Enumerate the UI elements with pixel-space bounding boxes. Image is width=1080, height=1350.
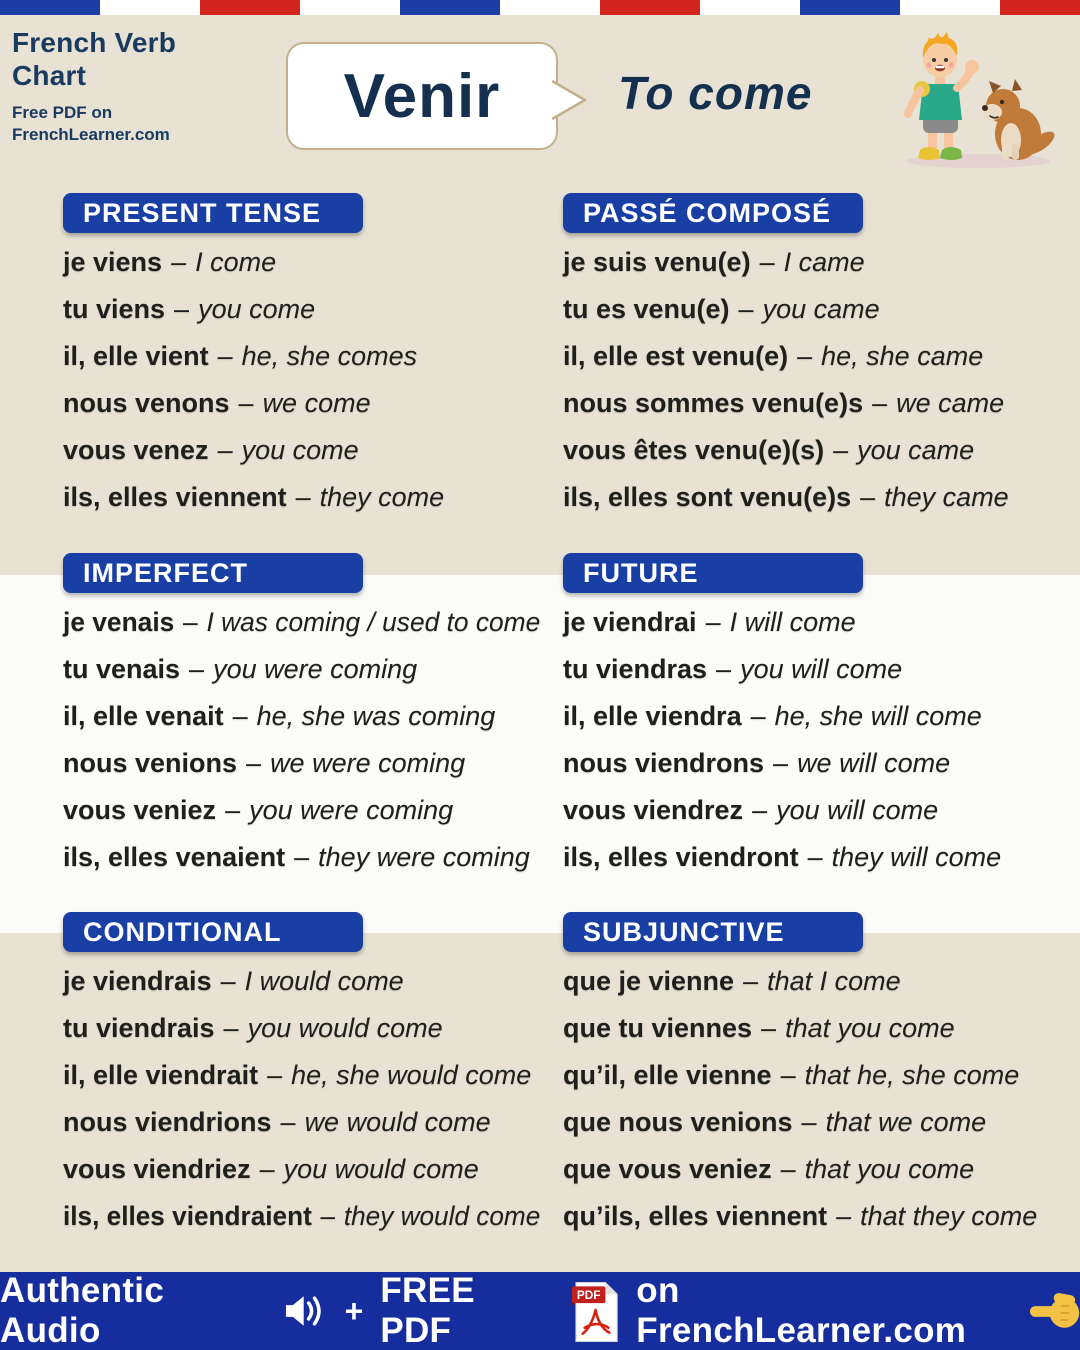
- dash-separator: –: [232, 701, 248, 731]
- french-text: que je vienne: [563, 966, 735, 996]
- pdf-file-icon: [568, 1278, 621, 1344]
- conjugation-row: [63, 1005, 540, 1052]
- boy-and-dog-illustration: [890, 30, 1068, 172]
- verb-title: Venir: [343, 61, 501, 131]
- english-translation: you came: [857, 435, 975, 465]
- dash-separator: –: [320, 1201, 336, 1231]
- brand-block: [12, 26, 176, 146]
- brand-title-line2: Chart: [12, 60, 87, 92]
- english-translation: you were coming: [213, 654, 418, 684]
- verb-speech-bubble: [286, 42, 558, 150]
- dash-separator: –: [295, 482, 311, 512]
- brand-subtitle-line2: FrenchLearner.com: [12, 125, 170, 145]
- french-text: tu viendrais: [63, 1013, 215, 1043]
- dash-separator: –: [171, 247, 187, 277]
- dash-separator: –: [807, 842, 823, 872]
- dash-separator: –: [280, 1107, 296, 1137]
- dash-separator: –: [759, 247, 775, 277]
- conjugation-row: [563, 474, 1080, 521]
- french-text: ils, elles viennent: [63, 482, 287, 512]
- tense-heading: PASSÉ COMPOSÉ: [563, 193, 863, 233]
- english-translation: I came: [783, 247, 865, 277]
- dash-separator: –: [238, 388, 254, 418]
- footer-bar: [0, 1272, 1080, 1350]
- verb-translation: To come: [618, 67, 813, 119]
- english-translation: we came: [896, 388, 1005, 418]
- french-text: que nous venions: [563, 1107, 793, 1137]
- french-text: ils, elles viendraient: [63, 1201, 312, 1231]
- speech-bubble-pointer-icon: [552, 78, 590, 124]
- english-translation: you were coming: [249, 795, 454, 825]
- english-translation: I come: [195, 247, 277, 277]
- conjugation-rows: [563, 958, 1080, 1240]
- english-translation: he, she would come: [291, 1060, 532, 1090]
- english-translation: that I come: [767, 966, 901, 996]
- site-label: on FrenchLearner.com: [636, 1271, 967, 1350]
- conjugation-row: [63, 740, 540, 787]
- french-text: ils, elles venaient: [63, 842, 286, 872]
- dash-separator: –: [780, 1060, 796, 1090]
- dash-separator: –: [259, 1154, 275, 1184]
- conjugation-row: [563, 740, 1080, 787]
- conjugation-row: [563, 1099, 1080, 1146]
- french-text: je viendrai: [563, 607, 697, 637]
- english-translation: I will come: [729, 607, 856, 637]
- conjugation-row: [63, 380, 540, 427]
- french-text: nous venons: [63, 388, 230, 418]
- dash-separator: –: [220, 966, 236, 996]
- section-imperfect: [63, 553, 540, 881]
- conjugation-row: [63, 1052, 540, 1099]
- section-present-tense: [63, 193, 540, 521]
- dash-separator: –: [761, 1013, 777, 1043]
- conjugation-row: [63, 834, 540, 881]
- conjugation-row: [563, 958, 1080, 1005]
- french-text: vous viendriez: [63, 1154, 251, 1184]
- english-translation: that they come: [860, 1201, 1038, 1231]
- french-text: que tu viennes: [563, 1013, 753, 1043]
- conjugation-row: [63, 474, 540, 521]
- dash-separator: –: [743, 966, 759, 996]
- conjugation-row: [563, 1005, 1080, 1052]
- conjugation-row: [563, 1052, 1080, 1099]
- english-translation: he, she comes: [241, 341, 418, 371]
- french-text: ils, elles viendront: [563, 842, 799, 872]
- dash-separator: –: [189, 654, 205, 684]
- dash-separator: –: [225, 795, 241, 825]
- english-translation: they would come: [343, 1201, 541, 1231]
- french-text: nous sommes venu(e)s: [563, 388, 864, 418]
- dash-separator: –: [183, 607, 198, 637]
- conjugation-row: [563, 239, 1080, 286]
- conjugation-row: [563, 834, 1080, 881]
- conjugation-rows: [563, 239, 1080, 521]
- conjugation-row: [63, 239, 540, 286]
- conjugation-row: [563, 380, 1080, 427]
- french-text: vous viendrez: [563, 795, 744, 825]
- conjugation-row: [63, 646, 540, 693]
- conjugation-rows: [63, 239, 540, 521]
- pdf-badge-text: PDF: [576, 1288, 601, 1303]
- french-text: vous veniez: [63, 795, 217, 825]
- conjugation-rows: [63, 958, 540, 1240]
- french-text: que vous veniez: [563, 1154, 772, 1184]
- french-text: nous venions: [63, 748, 238, 778]
- french-text: ils, elles sont venu(e)s: [563, 482, 852, 512]
- plus-sign: +: [344, 1292, 364, 1329]
- dash-separator: –: [797, 341, 813, 371]
- dash-separator: –: [752, 795, 768, 825]
- french-text: il, elle est venu(e): [563, 341, 789, 371]
- conjugation-row: [563, 599, 1080, 646]
- conjugation-row: [63, 787, 540, 834]
- tense-heading: CONDITIONAL: [63, 912, 363, 952]
- conjugation-rows: [63, 599, 540, 881]
- dash-separator: –: [801, 1107, 817, 1137]
- conjugation-row: [63, 693, 540, 740]
- tense-heading: SUBJUNCTIVE: [563, 912, 863, 952]
- conjugation-row: [63, 1099, 540, 1146]
- french-text: je viens: [63, 247, 163, 277]
- french-text: tu viendras: [563, 654, 708, 684]
- french-text: nous viendrions: [63, 1107, 272, 1137]
- section-future: [563, 553, 1080, 881]
- french-text: tu es venu(e): [563, 294, 730, 324]
- section-conditional: [63, 912, 540, 1240]
- english-translation: we were coming: [270, 748, 466, 778]
- english-translation: he, she came: [821, 341, 984, 371]
- english-translation: you came: [762, 294, 880, 324]
- conjugation-row: [63, 333, 540, 380]
- conjugation-row: [563, 427, 1080, 474]
- audio-label: Authentic Audio: [0, 1271, 165, 1350]
- brand-subtitle-line1: Free PDF on: [12, 103, 113, 123]
- french-text: vous êtes venu(e)(s): [563, 435, 825, 465]
- section-subjunctive: [563, 912, 1080, 1240]
- conjugation-row: [563, 693, 1080, 740]
- english-translation: I would come: [244, 966, 404, 996]
- english-translation: we would come: [304, 1107, 491, 1137]
- conjugation-row: [563, 787, 1080, 834]
- english-translation: I was coming / used to come: [206, 607, 541, 637]
- english-translation: they will come: [831, 842, 1002, 872]
- conjugation-row: [63, 1193, 540, 1240]
- english-translation: they were coming: [318, 842, 530, 872]
- dash-separator: –: [716, 654, 732, 684]
- english-translation: he, she will come: [774, 701, 982, 731]
- english-translation: we come: [262, 388, 371, 418]
- conjugation-row: [63, 1146, 540, 1193]
- dash-separator: –: [217, 341, 233, 371]
- english-translation: you come: [241, 435, 359, 465]
- french-text: qu’ils, elles viennent: [563, 1201, 828, 1231]
- french-text: il, elle viendra: [563, 701, 742, 731]
- french-text: tu viens: [63, 294, 166, 324]
- french-text: je viendrais: [63, 966, 212, 996]
- dash-separator: –: [872, 388, 888, 418]
- english-translation: you would come: [247, 1013, 443, 1043]
- conjugation-row: [563, 286, 1080, 333]
- conjugation-row: [63, 599, 540, 646]
- french-text: je venais: [63, 607, 175, 637]
- english-translation: that you come: [785, 1013, 955, 1043]
- dash-separator: –: [223, 1013, 239, 1043]
- english-translation: that you come: [804, 1154, 975, 1184]
- dash-separator: –: [246, 748, 262, 778]
- english-translation: you will come: [740, 654, 903, 684]
- dash-separator: –: [836, 1201, 852, 1231]
- english-translation: you will come: [776, 795, 939, 825]
- french-text: il, elle venait: [63, 701, 224, 731]
- english-translation: you would come: [283, 1154, 479, 1184]
- conjugation-row: [63, 427, 540, 474]
- dash-separator: –: [780, 1154, 796, 1184]
- pointing-hand-icon: [1029, 1290, 1080, 1332]
- conjugation-row: [563, 1146, 1080, 1193]
- dash-separator: –: [738, 294, 754, 324]
- dash-separator: –: [294, 842, 310, 872]
- conjugation-row: [63, 958, 540, 1005]
- dash-separator: –: [217, 435, 233, 465]
- tense-heading: FUTURE: [563, 553, 863, 593]
- dash-separator: –: [773, 748, 789, 778]
- dash-separator: –: [750, 701, 766, 731]
- tricolor-stripe-bar: [0, 0, 1080, 15]
- conjugation-rows: [563, 599, 1080, 881]
- english-translation: he, she was coming: [256, 701, 496, 731]
- conjugation-row: [563, 333, 1080, 380]
- french-text: il, elle vient: [63, 341, 209, 371]
- french-text: tu venais: [63, 654, 181, 684]
- english-translation: that he, she come: [804, 1060, 1020, 1090]
- french-text: qu’il, elle vienne: [563, 1060, 772, 1090]
- french-text: je suis venu(e): [563, 247, 751, 277]
- tense-heading: IMPERFECT: [63, 553, 363, 593]
- speaker-icon: [284, 1292, 327, 1330]
- dash-separator: –: [833, 435, 849, 465]
- tense-heading: PRESENT TENSE: [63, 193, 363, 233]
- french-text: vous venez: [63, 435, 209, 465]
- dash-separator: –: [860, 482, 876, 512]
- conjugation-row: [563, 1193, 1080, 1240]
- english-translation: that we come: [825, 1107, 987, 1137]
- english-translation: you come: [198, 294, 316, 324]
- french-text: nous viendrons: [563, 748, 765, 778]
- conjugation-row: [63, 286, 540, 333]
- english-translation: they came: [884, 482, 1009, 512]
- dash-separator: –: [174, 294, 190, 324]
- french-text: il, elle viendrait: [63, 1060, 259, 1090]
- conjugation-row: [563, 646, 1080, 693]
- section-passe-compose: [563, 193, 1080, 521]
- free-pdf-label: FREE PDF: [380, 1271, 475, 1350]
- dash-separator: –: [267, 1060, 283, 1090]
- brand-title-line1: French Verb: [12, 27, 177, 58]
- english-translation: they come: [319, 482, 445, 512]
- english-translation: we will come: [797, 748, 951, 778]
- dash-separator: –: [705, 607, 721, 637]
